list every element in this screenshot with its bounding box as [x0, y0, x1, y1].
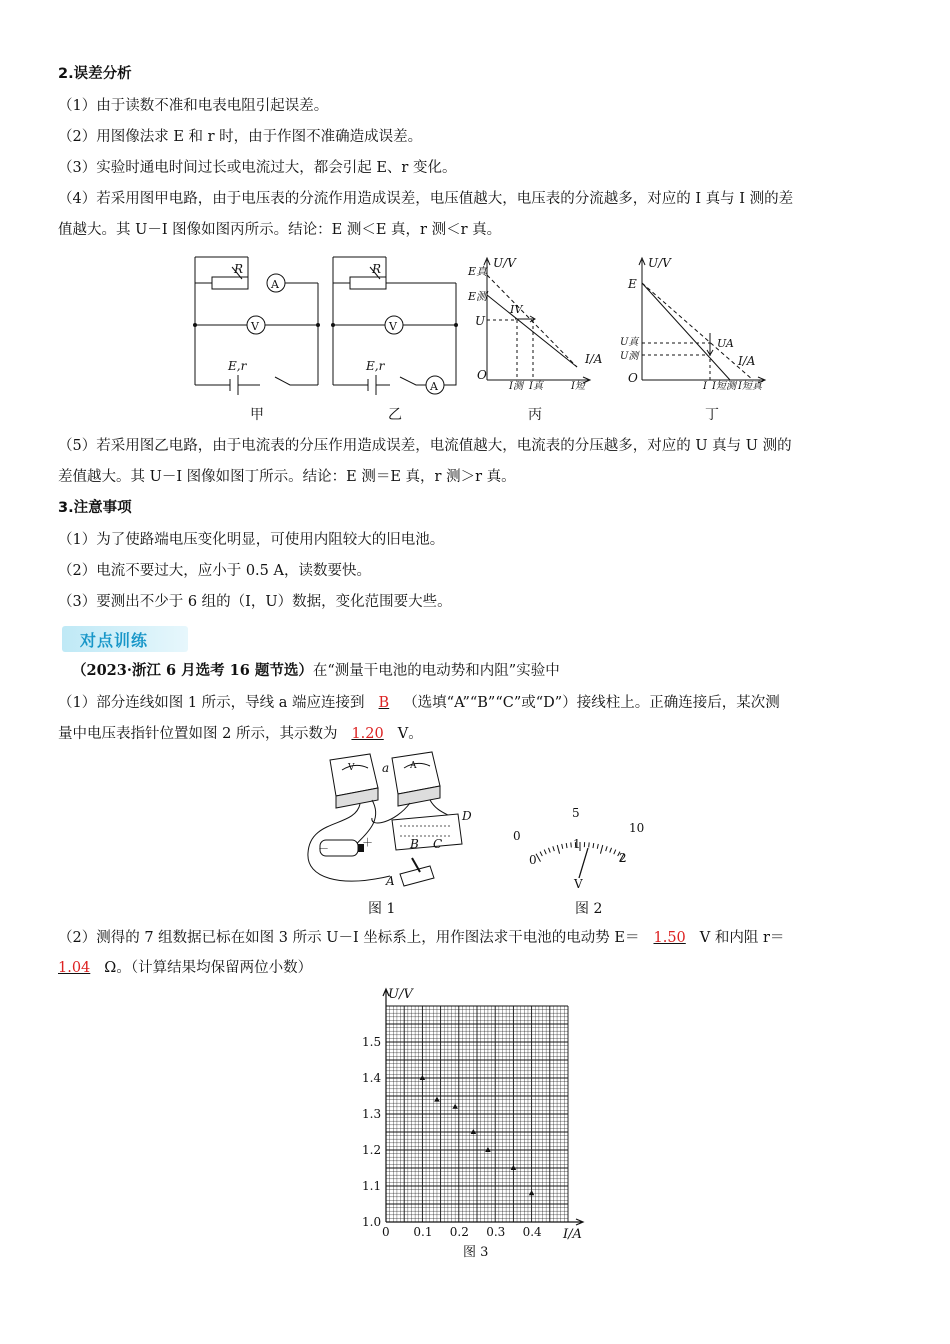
q1-text-c: 量中电压表指针位置如图 2 所示，其示数为 — [58, 726, 338, 742]
label-I-short: I短 — [571, 381, 585, 392]
meter-tick — [571, 842, 572, 847]
circuit-yi — [328, 255, 463, 393]
section2-item-4a: （4）若采用图甲电路，由于电压表的分流作用造成误差，电压值越大，电压表的分流越多，对应的 I 真与 I 测的差 — [58, 191, 794, 207]
training-badge — [62, 626, 188, 652]
axis-U: U/V — [493, 256, 516, 270]
section3-item-1: （1）为了使路端电压变化明显，可使用内阻较大的旧电池。 — [58, 532, 445, 548]
section2-item-1: （1）由于读数不准和电表电阻引起误差。 — [58, 98, 329, 114]
axis-I: I/A — [738, 354, 756, 368]
meter-tick — [544, 850, 546, 855]
figure-2-voltmeter-scale — [505, 800, 655, 895]
scale-top-5: 5 — [572, 806, 580, 820]
meter-tick — [562, 844, 563, 849]
caption-yi: 乙 — [388, 407, 402, 423]
y-tick-label: 1.1 — [362, 1179, 382, 1193]
section3-item-2: （2）电流不要过大，应小于 0.5 A，读数要快。 — [58, 563, 371, 579]
label-I-true: I真 — [529, 381, 543, 392]
label-R: R — [372, 262, 382, 276]
meter-tick — [566, 843, 567, 848]
x-tick-label: 0.2 — [449, 1225, 469, 1239]
q2-answer-resistance: 1.04 — [58, 960, 91, 976]
label-U-meas: U测 — [620, 351, 639, 362]
data-point — [511, 1165, 517, 1170]
label-E-true: E真 — [468, 265, 488, 278]
fig1-terminal-A: A — [386, 874, 395, 888]
section2-heading: 2.误差分析 — [58, 66, 132, 82]
label-UA: UA — [717, 337, 734, 350]
data-point — [485, 1147, 491, 1152]
section2-item-2: （2）用图像法求 E 和 r 时，由于作图不准确造成误差。 — [58, 129, 423, 145]
chart-xlabel: I/A — [563, 1227, 582, 1242]
origin: O — [477, 368, 487, 382]
fig1-voltmeter-label: V — [348, 763, 355, 773]
scale-bottom-1: 1 — [573, 837, 581, 851]
y-tick-label: 1.5 — [362, 1035, 382, 1049]
problem-source — [72, 661, 560, 681]
fig1-terminal-D: D — [462, 809, 472, 823]
meter-tick — [589, 842, 590, 847]
meter-tick — [600, 845, 602, 854]
question-2-line-2 — [58, 958, 312, 978]
scale-top-0: 0 — [513, 829, 521, 843]
section3-item-3: （3）要测出不少于 6 组的（I，U）数据，变化范围要大些。 — [58, 594, 452, 610]
label-IV: IV — [510, 303, 523, 316]
y-tick-label: 1.3 — [362, 1107, 382, 1121]
meter-tick — [540, 852, 542, 856]
section3-heading: 3.注意事项 — [58, 500, 132, 516]
label-Er: E,r — [366, 359, 385, 373]
section2-item-5a: （5）若采用图乙电路，由于电流表的分压作用造成误差，电流值越大，电流表的分压越多，对应的 U 真与 U 测的 — [58, 438, 792, 454]
label-U: U — [475, 314, 486, 328]
x-tick-label: 0.1 — [413, 1225, 433, 1239]
ammeter-label: A — [271, 278, 279, 291]
meter-tick — [553, 846, 555, 851]
label-Er: E,r — [228, 359, 247, 373]
q1-text-a: （1）部分连线如图 1 所示，导线 a 端应连接到 — [58, 695, 365, 711]
data-point — [434, 1097, 440, 1102]
voltmeter-label: V — [251, 320, 259, 333]
fig1-terminal-B: B — [410, 837, 419, 851]
source-text: （2023·浙江 6 月选考 16 题节选） — [72, 662, 313, 679]
x-tick-label: 0.4 — [522, 1225, 542, 1239]
figure-1-caption: 图 1 — [368, 901, 396, 917]
label-E: E — [628, 277, 637, 291]
q2-answer-emf: 1.50 — [653, 930, 686, 946]
figure-1-apparatus — [300, 748, 485, 893]
chart-title: 图 3 — [463, 1245, 489, 1260]
origin: O — [628, 371, 638, 385]
scale-top-10: 10 — [629, 821, 645, 835]
scale-unit: V — [574, 877, 583, 891]
meter-tick — [593, 843, 594, 848]
graph-bing — [465, 255, 603, 395]
caption-jia: 甲 — [250, 407, 264, 423]
fig1-terminal-C: C — [433, 837, 443, 851]
training-badge-text: 对点训练 — [80, 631, 149, 650]
y-tick-label: 1.4 — [362, 1071, 382, 1085]
y-tick-label: 1.0 — [362, 1215, 382, 1229]
q1-text-d: V。 — [397, 726, 423, 742]
data-point — [420, 1075, 426, 1080]
label-I-short-true: I短真 — [738, 381, 762, 392]
data-point — [529, 1190, 535, 1195]
meter-tick — [536, 854, 541, 862]
caption-bing: 丙 — [528, 407, 542, 423]
meter-tick — [610, 848, 612, 853]
meter-tick — [557, 845, 559, 854]
meter-tick — [548, 848, 550, 853]
section2-item-5b: 差值越大。其 U－I 图像如图丁所示。结论：E 测＝E 真，r 测＞r 真。 — [58, 469, 516, 485]
fig1-ammeter-label: A — [410, 761, 417, 771]
section2-item-4b: 值越大。其 U－I 图像如图丙所示。结论：E 测＜E 真，r 测＜r 真。 — [58, 222, 502, 238]
x-tick-label: 0 — [382, 1225, 390, 1239]
meter-tick — [614, 850, 616, 855]
data-point — [452, 1104, 458, 1109]
question-1-line-1 — [58, 693, 780, 713]
y-tick-label: 1.2 — [362, 1143, 382, 1157]
axis-U: U/V — [648, 256, 671, 270]
fig1-wire-a: a — [382, 761, 390, 775]
q1-answer-voltage: 1.20 — [351, 726, 384, 742]
voltmeter-label: V — [389, 320, 397, 333]
q2-text-a: （2）测得的 7 组数据已标在如图 3 所示 U－I 坐标系上，用作图法求干电池的电动势 E＝ — [58, 930, 640, 946]
x-tick-label: 0.3 — [486, 1225, 506, 1239]
ammeter-label: A — [430, 380, 438, 393]
fig1-plus: ＋ — [362, 836, 373, 849]
label-U-true: U真 — [620, 337, 639, 348]
label-I-short-meas: I短测 — [712, 381, 736, 392]
q2-text-b: V 和内阻 r＝ — [699, 930, 785, 946]
caption-ding: 丁 — [705, 407, 719, 423]
q1-answer-terminal: B — [378, 695, 390, 711]
figure-3-chart — [350, 984, 610, 1264]
circuit-jia — [190, 255, 325, 390]
question-2-line-1 — [58, 928, 784, 948]
label-R: R — [234, 262, 244, 276]
label-I: I — [703, 381, 707, 392]
scale-bottom-0: 0 — [529, 853, 537, 867]
label-I-meas: I测 — [509, 381, 523, 392]
source-tail: 在“测量干电池的电动势和内阻”实验中 — [312, 663, 560, 679]
label-E-meas: E测 — [468, 290, 488, 303]
meter-tick — [606, 846, 608, 851]
scale-bottom-2: 2 — [619, 851, 627, 865]
data-point — [471, 1129, 477, 1134]
question-1-line-2 — [58, 724, 423, 744]
axis-I: I/A — [585, 352, 603, 366]
graph-ding — [620, 255, 770, 395]
q2-text-c: Ω。（计算结果均保留两位小数） — [104, 960, 313, 976]
fig1-minus: － — [318, 842, 329, 855]
q1-text-b: （选填“A”“B”“C”或“D”）接线柱上。正确连接后，某次测 — [403, 695, 780, 711]
figure-2-caption: 图 2 — [575, 901, 603, 917]
section2-item-3: （3）实验时通电时间过长或电流过大，都会引起 E、r 变化。 — [58, 160, 457, 176]
meter-tick — [597, 844, 598, 849]
chart-ylabel: U/V — [388, 987, 413, 1002]
